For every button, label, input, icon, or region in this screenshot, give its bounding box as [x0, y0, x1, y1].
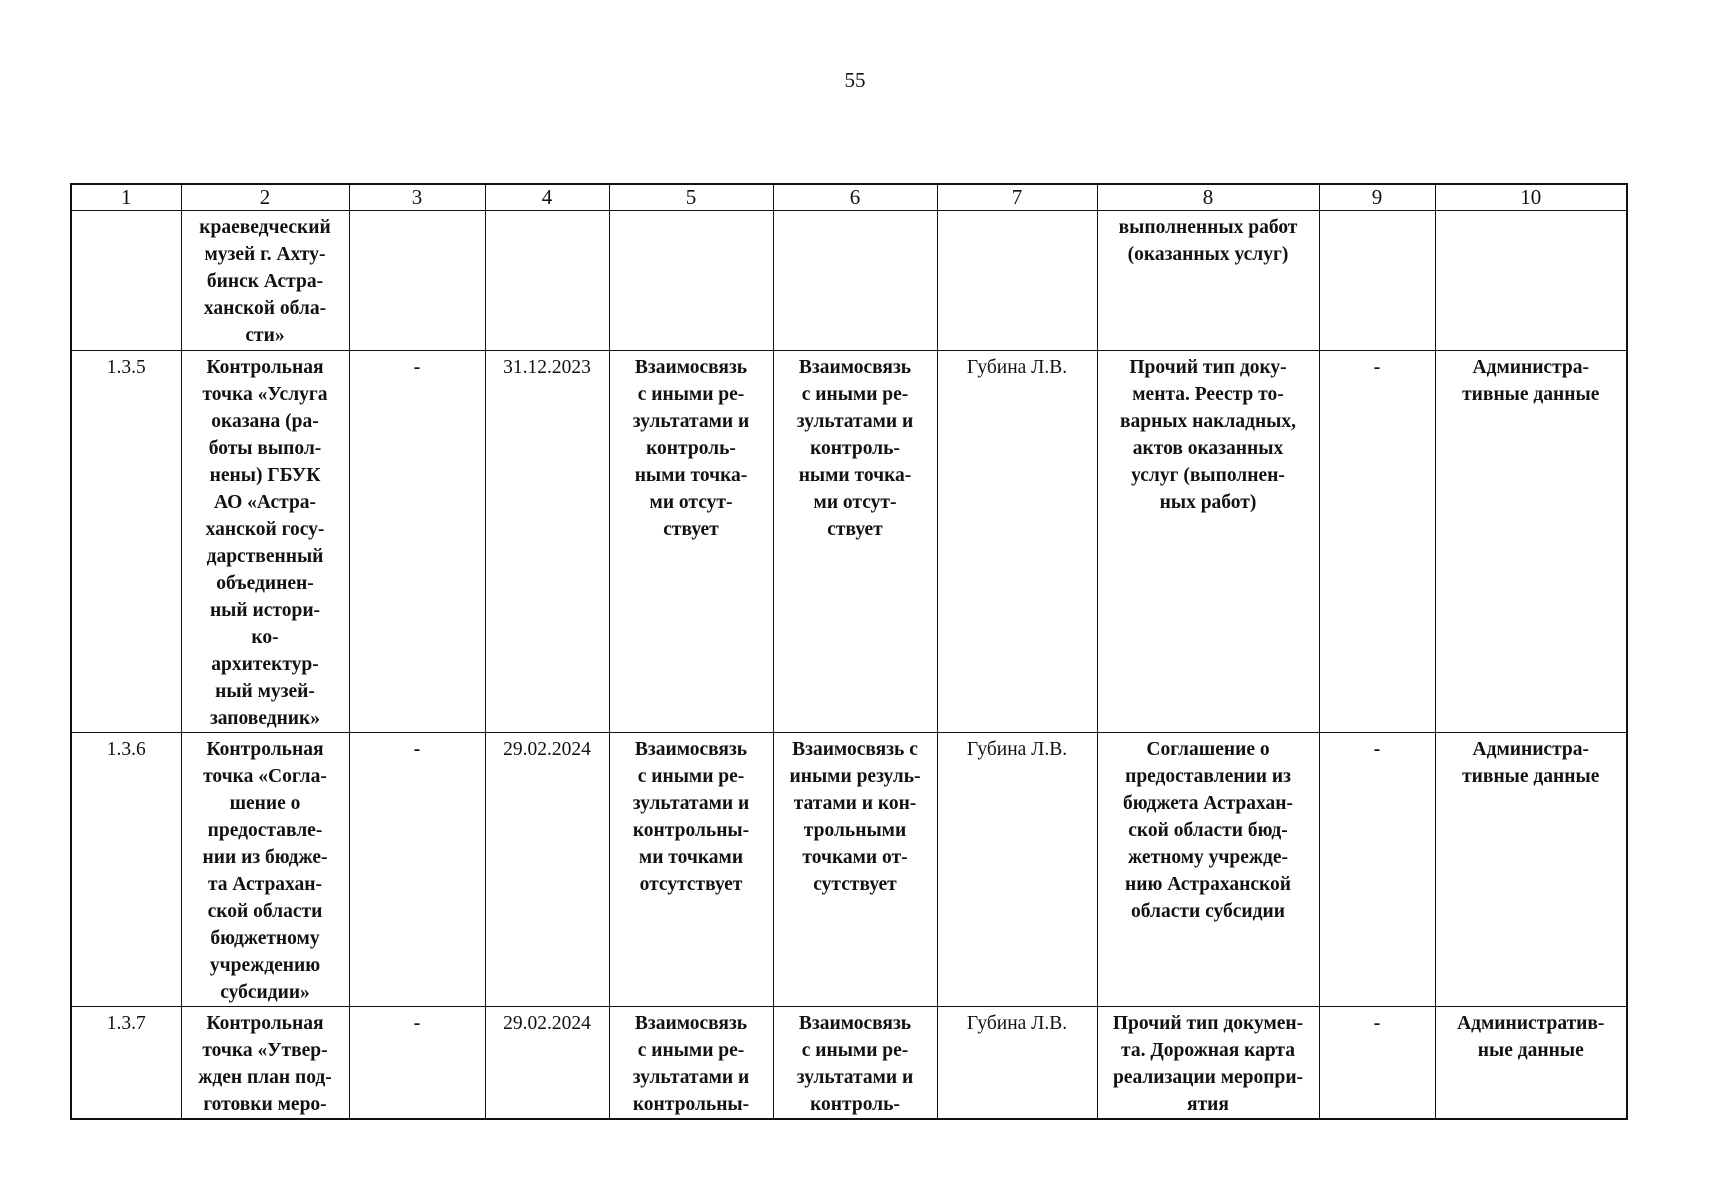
cell-col9: -	[1319, 351, 1435, 733]
cell-responsible: Губина Л.В.	[937, 733, 1097, 1007]
cell-col6: Взаимосвязь с иными ре- зультатами и контроль- ными точка- ми отсут- ствует	[773, 351, 937, 733]
column-header: 8	[1097, 184, 1319, 211]
cell-date: 29.02.2024	[485, 733, 609, 1007]
cell-col6: Взаимосвязь с иными ре- зультатами и контроль-	[773, 1007, 937, 1120]
cell-number: 1.3.6	[71, 733, 181, 1007]
cell-col3: -	[349, 351, 485, 733]
cell-col5: Взаимосвязь с иными ре- зультатами и контрольны- ми точками отсутствует	[609, 733, 773, 1007]
cell-document: Соглашение о предоставлении из бюджета Астрахан- ской области бюд- жетному учрежде- нию Астраханской области субсидии	[1097, 733, 1319, 1007]
column-header: 5	[609, 184, 773, 211]
cell-col3	[349, 211, 485, 351]
column-header: 7	[937, 184, 1097, 211]
cell-document: выполненных работ (оказанных услуг)	[1097, 211, 1319, 351]
cell-responsible: Губина Л.В.	[937, 1007, 1097, 1120]
cell-col6	[773, 211, 937, 351]
cell-responsible	[937, 211, 1097, 351]
plan-table-wrapper	[70, 183, 1626, 1120]
cell-col5: Взаимосвязь с иными ре- зультатами и контроль- ными точка- ми отсут- ствует	[609, 351, 773, 733]
column-header: 9	[1319, 184, 1435, 211]
page-number: 55	[844, 68, 866, 92]
cell-name: Контрольная точка «Услуга оказана (ра- боты выпол- нены) ГБУК АО «Астра- ханской госу- дарственный объединен- ный истори- ко- архитектур- ный музей- заповедник»	[181, 351, 349, 733]
cell-number	[71, 211, 181, 351]
cell-col9: -	[1319, 1007, 1435, 1120]
cell-date: 31.12.2023	[485, 351, 609, 733]
cell-document: Прочий тип докумен- та. Дорожная карта реализации меропри- ятия	[1097, 1007, 1319, 1120]
column-header: 2	[181, 184, 349, 211]
column-header: 1	[71, 184, 181, 211]
table-row	[71, 351, 1627, 733]
column-header: 3	[349, 184, 485, 211]
cell-name: краеведческий музей г. Ахту- бинск Астра- ханской обла- сти»	[181, 211, 349, 351]
cell-source: Администра- тивные данные	[1435, 733, 1627, 1007]
cell-number: 1.3.7	[71, 1007, 181, 1120]
cell-col9	[1319, 211, 1435, 351]
cell-name: Контрольная точка «Согла- шение о предоставле- нии из бюдже- та Астрахан- ской области бюджетному учреждению субсидии»	[181, 733, 349, 1007]
cell-col5: Взаимосвязь с иными ре- зультатами и контрольны-	[609, 1007, 773, 1120]
cell-source: Административ- ные данные	[1435, 1007, 1627, 1120]
column-header: 6	[773, 184, 937, 211]
cell-date	[485, 211, 609, 351]
table-header-row	[71, 184, 1627, 211]
plan-table	[70, 183, 1628, 1120]
cell-document: Прочий тип доку- мента. Реестр то- варных накладных, актов оказанных услуг (выполнен- ных работ)	[1097, 351, 1319, 733]
table-row	[71, 211, 1627, 351]
table-row	[71, 1007, 1627, 1120]
column-header: 10	[1435, 184, 1627, 211]
cell-col3: -	[349, 1007, 485, 1120]
cell-col5	[609, 211, 773, 351]
column-header: 4	[485, 184, 609, 211]
cell-responsible: Губина Л.В.	[937, 351, 1097, 733]
cell-name: Контрольная точка «Утвер- жден план под- готовки меро-	[181, 1007, 349, 1120]
cell-col9: -	[1319, 733, 1435, 1007]
table-row	[71, 733, 1627, 1007]
cell-col3: -	[349, 733, 485, 1007]
cell-col6: Взаимосвязь с иными резуль- татами и кон- трольными точками от- сутствует	[773, 733, 937, 1007]
cell-source	[1435, 211, 1627, 351]
cell-number: 1.3.5	[71, 351, 181, 733]
cell-source: Администра- тивные данные	[1435, 351, 1627, 733]
cell-date: 29.02.2024	[485, 1007, 609, 1120]
